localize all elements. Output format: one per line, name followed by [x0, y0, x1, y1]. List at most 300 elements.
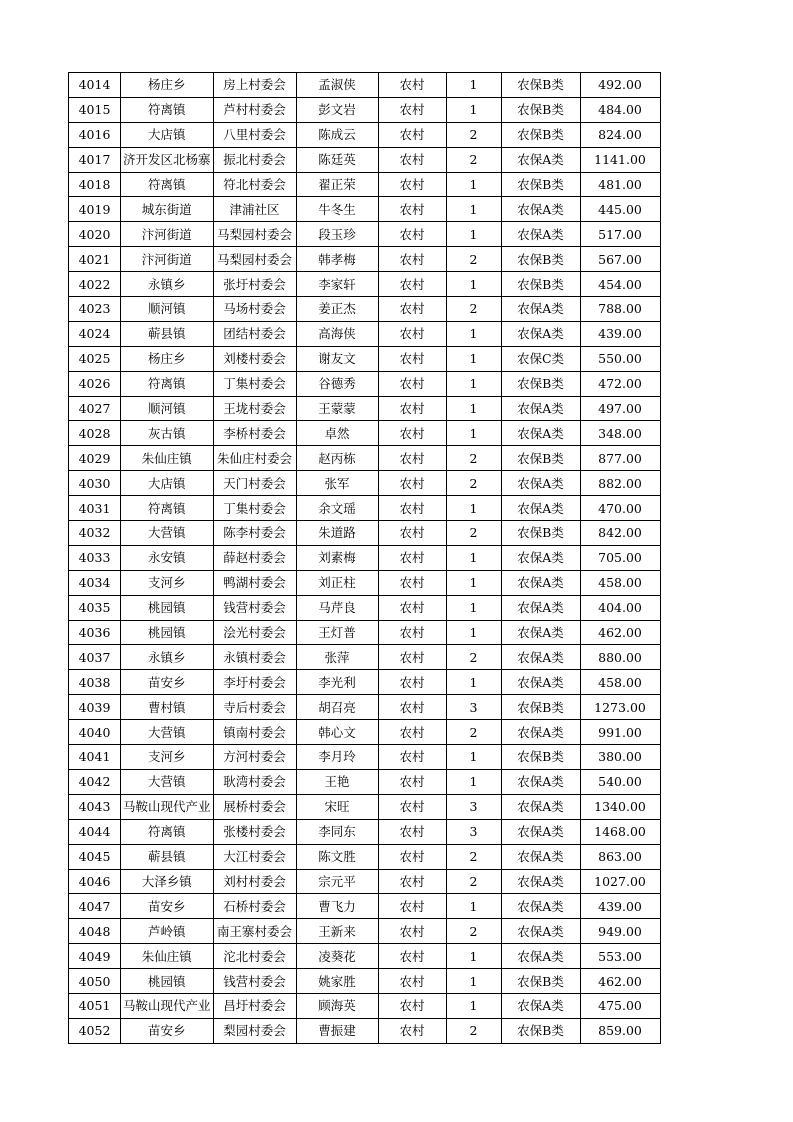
name-cell: 凌葵花 — [296, 944, 378, 969]
type-cell: 农村 — [378, 421, 446, 446]
name-cell: 谷德秀 — [296, 371, 378, 396]
name-cell: 韩心文 — [296, 720, 378, 745]
amount-cell: 882.00 — [580, 471, 660, 496]
count-cell: 1 — [446, 944, 501, 969]
type-cell: 农村 — [378, 97, 446, 122]
type-cell: 农村 — [378, 745, 446, 770]
name-cell: 王艳 — [296, 769, 378, 794]
category-cell: 农保A类 — [501, 919, 580, 944]
row-id-cell: 4041 — [69, 745, 121, 770]
type-cell: 农村 — [378, 272, 446, 297]
type-cell: 农村 — [378, 471, 446, 496]
village-cell: 钱营村委会 — [213, 969, 296, 994]
count-cell: 1 — [446, 894, 501, 919]
village-cell: 津浦社区 — [213, 197, 296, 222]
village-cell: 刘楼村委会 — [213, 346, 296, 371]
type-cell: 农村 — [378, 73, 446, 98]
table-row — [69, 944, 661, 969]
village-cell: 寺后村委会 — [213, 695, 296, 720]
type-cell: 农村 — [378, 570, 446, 595]
name-cell: 谢友文 — [296, 346, 378, 371]
row-id-cell: 4030 — [69, 471, 121, 496]
name-cell: 刘素梅 — [296, 545, 378, 570]
count-cell: 2 — [446, 1018, 501, 1043]
category-cell: 农保B类 — [501, 272, 580, 297]
category-cell: 农保B类 — [501, 172, 580, 197]
name-cell: 彭文岩 — [296, 97, 378, 122]
amount-cell: 458.00 — [580, 570, 660, 595]
type-cell: 农村 — [378, 1018, 446, 1043]
type-cell: 农村 — [378, 446, 446, 471]
amount-cell: 454.00 — [580, 272, 660, 297]
table-row — [69, 297, 661, 322]
village-cell: 天门村委会 — [213, 471, 296, 496]
category-cell: 农保B类 — [501, 521, 580, 546]
amount-cell: 462.00 — [580, 969, 660, 994]
town-cell: 济开发区北杨寨 — [121, 147, 214, 172]
table-row — [69, 794, 661, 819]
village-cell: 丁集村委会 — [213, 496, 296, 521]
type-cell: 农村 — [378, 695, 446, 720]
town-cell: 桃园镇 — [121, 620, 214, 645]
amount-cell: 1468.00 — [580, 819, 660, 844]
count-cell: 1 — [446, 620, 501, 645]
village-cell: 马梨园村委会 — [213, 222, 296, 247]
name-cell: 王灯普 — [296, 620, 378, 645]
village-cell: 朱仙庄村委会 — [213, 446, 296, 471]
amount-cell: 949.00 — [580, 919, 660, 944]
name-cell: 曹飞力 — [296, 894, 378, 919]
row-id-cell: 4021 — [69, 247, 121, 272]
count-cell: 1 — [446, 396, 501, 421]
count-cell: 2 — [446, 720, 501, 745]
amount-cell: 492.00 — [580, 73, 660, 98]
count-cell: 1 — [446, 371, 501, 396]
amount-cell: 567.00 — [580, 247, 660, 272]
type-cell: 农村 — [378, 545, 446, 570]
table-row — [69, 371, 661, 396]
amount-cell: 470.00 — [580, 496, 660, 521]
amount-cell: 497.00 — [580, 396, 660, 421]
name-cell: 李光利 — [296, 670, 378, 695]
town-cell: 苗安乡 — [121, 894, 214, 919]
town-cell: 永镇乡 — [121, 272, 214, 297]
table-row — [69, 346, 661, 371]
name-cell: 顾海英 — [296, 993, 378, 1018]
amount-cell: 1273.00 — [580, 695, 660, 720]
table-row — [69, 147, 661, 172]
row-id-cell: 4047 — [69, 894, 121, 919]
type-cell: 农村 — [378, 844, 446, 869]
name-cell: 张军 — [296, 471, 378, 496]
amount-cell: 348.00 — [580, 421, 660, 446]
type-cell: 农村 — [378, 993, 446, 1018]
town-cell: 桃园镇 — [121, 969, 214, 994]
table-row — [69, 97, 661, 122]
village-cell: 芦村村委会 — [213, 97, 296, 122]
type-cell: 农村 — [378, 670, 446, 695]
village-cell: 振北村委会 — [213, 147, 296, 172]
town-cell: 符离镇 — [121, 172, 214, 197]
row-id-cell: 4037 — [69, 645, 121, 670]
category-cell: 农保A类 — [501, 620, 580, 645]
table-row — [69, 545, 661, 570]
row-id-cell: 4028 — [69, 421, 121, 446]
amount-cell: 540.00 — [580, 769, 660, 794]
table-row — [69, 993, 661, 1018]
category-cell: 农保A类 — [501, 869, 580, 894]
row-id-cell: 4020 — [69, 222, 121, 247]
row-id-cell: 4015 — [69, 97, 121, 122]
amount-cell: 439.00 — [580, 321, 660, 346]
table-row — [69, 446, 661, 471]
type-cell: 农村 — [378, 122, 446, 147]
village-cell: 张楼村委会 — [213, 819, 296, 844]
village-cell: 马场村委会 — [213, 297, 296, 322]
table-row — [69, 570, 661, 595]
amount-cell: 880.00 — [580, 645, 660, 670]
count-cell: 1 — [446, 172, 501, 197]
category-cell: 农保A类 — [501, 222, 580, 247]
town-cell: 曹村镇 — [121, 695, 214, 720]
count-cell: 2 — [446, 919, 501, 944]
town-cell: 符离镇 — [121, 496, 214, 521]
table-row — [69, 396, 661, 421]
row-id-cell: 4040 — [69, 720, 121, 745]
village-cell: 符北村委会 — [213, 172, 296, 197]
amount-cell: 1027.00 — [580, 869, 660, 894]
name-cell: 王蒙蒙 — [296, 396, 378, 421]
village-cell: 钱营村委会 — [213, 595, 296, 620]
name-cell: 韩孝梅 — [296, 247, 378, 272]
table-row — [69, 720, 661, 745]
town-cell: 朱仙庄镇 — [121, 944, 214, 969]
table-body — [69, 73, 661, 1044]
category-cell: 农保A类 — [501, 396, 580, 421]
category-cell: 农保A类 — [501, 197, 580, 222]
count-cell: 1 — [446, 670, 501, 695]
category-cell: 农保A类 — [501, 894, 580, 919]
amount-cell: 877.00 — [580, 446, 660, 471]
town-cell: 桃园镇 — [121, 595, 214, 620]
name-cell: 李月玲 — [296, 745, 378, 770]
category-cell: 农保A类 — [501, 794, 580, 819]
category-cell: 农保A类 — [501, 297, 580, 322]
row-id-cell: 4018 — [69, 172, 121, 197]
type-cell: 农村 — [378, 969, 446, 994]
table-row — [69, 521, 661, 546]
town-cell: 苗安乡 — [121, 670, 214, 695]
name-cell: 牛冬生 — [296, 197, 378, 222]
row-id-cell: 4023 — [69, 297, 121, 322]
town-cell: 顺河镇 — [121, 396, 214, 421]
count-cell: 1 — [446, 321, 501, 346]
name-cell: 朱道路 — [296, 521, 378, 546]
count-cell: 1 — [446, 570, 501, 595]
category-cell: 农保B类 — [501, 695, 580, 720]
count-cell: 2 — [446, 247, 501, 272]
amount-cell: 380.00 — [580, 745, 660, 770]
row-id-cell: 4025 — [69, 346, 121, 371]
count-cell: 1 — [446, 73, 501, 98]
count-cell: 1 — [446, 496, 501, 521]
village-cell: 李桥村委会 — [213, 421, 296, 446]
row-id-cell: 4027 — [69, 396, 121, 421]
type-cell: 农村 — [378, 297, 446, 322]
count-cell: 3 — [446, 794, 501, 819]
village-cell: 沱北村委会 — [213, 944, 296, 969]
type-cell: 农村 — [378, 371, 446, 396]
town-cell: 城东街道 — [121, 197, 214, 222]
type-cell: 农村 — [378, 496, 446, 521]
amount-cell: 991.00 — [580, 720, 660, 745]
amount-cell: 1141.00 — [580, 147, 660, 172]
category-cell: 农保A类 — [501, 147, 580, 172]
category-cell: 农保B类 — [501, 97, 580, 122]
count-cell: 1 — [446, 545, 501, 570]
village-cell: 浍光村委会 — [213, 620, 296, 645]
count-cell: 2 — [446, 844, 501, 869]
village-cell: 镇南村委会 — [213, 720, 296, 745]
village-cell: 刘村村委会 — [213, 869, 296, 894]
category-cell: 农保A类 — [501, 645, 580, 670]
name-cell: 姜正杰 — [296, 297, 378, 322]
table-row — [69, 969, 661, 994]
row-id-cell: 4022 — [69, 272, 121, 297]
town-cell: 灰古镇 — [121, 421, 214, 446]
category-cell: 农保B类 — [501, 969, 580, 994]
count-cell: 2 — [446, 297, 501, 322]
village-cell: 张圩村委会 — [213, 272, 296, 297]
count-cell: 1 — [446, 346, 501, 371]
row-id-cell: 4045 — [69, 844, 121, 869]
row-id-cell: 4016 — [69, 122, 121, 147]
name-cell: 卓然 — [296, 421, 378, 446]
town-cell: 大营镇 — [121, 769, 214, 794]
town-cell: 芦岭镇 — [121, 919, 214, 944]
count-cell: 1 — [446, 595, 501, 620]
village-cell: 展桥村委会 — [213, 794, 296, 819]
village-cell: 陈李村委会 — [213, 521, 296, 546]
village-cell: 永镇村委会 — [213, 645, 296, 670]
type-cell: 农村 — [378, 346, 446, 371]
town-cell: 永镇乡 — [121, 645, 214, 670]
town-cell: 大店镇 — [121, 471, 214, 496]
count-cell: 1 — [446, 993, 501, 1018]
name-cell: 刘正柱 — [296, 570, 378, 595]
amount-cell: 553.00 — [580, 944, 660, 969]
village-cell: 鸭湖村委会 — [213, 570, 296, 595]
amount-cell: 458.00 — [580, 670, 660, 695]
count-cell: 2 — [446, 446, 501, 471]
table-row — [69, 894, 661, 919]
count-cell: 1 — [446, 769, 501, 794]
category-cell: 农保A类 — [501, 993, 580, 1018]
village-cell: 昌圩村委会 — [213, 993, 296, 1018]
type-cell: 农村 — [378, 595, 446, 620]
amount-cell: 1340.00 — [580, 794, 660, 819]
row-id-cell: 4033 — [69, 545, 121, 570]
category-cell: 农保A类 — [501, 819, 580, 844]
table-row — [69, 819, 661, 844]
category-cell: 农保A类 — [501, 844, 580, 869]
table-row — [69, 645, 661, 670]
village-cell: 王垅村委会 — [213, 396, 296, 421]
name-cell: 李同东 — [296, 819, 378, 844]
row-id-cell: 4051 — [69, 993, 121, 1018]
count-cell: 1 — [446, 97, 501, 122]
count-cell: 1 — [446, 969, 501, 994]
name-cell: 翟正荣 — [296, 172, 378, 197]
table-row — [69, 620, 661, 645]
table-row — [69, 272, 661, 297]
village-cell: 石桥村委会 — [213, 894, 296, 919]
count-cell: 1 — [446, 745, 501, 770]
count-cell: 2 — [446, 645, 501, 670]
count-cell: 2 — [446, 147, 501, 172]
village-cell: 耿湾村委会 — [213, 769, 296, 794]
amount-cell: 517.00 — [580, 222, 660, 247]
amount-cell: 788.00 — [580, 297, 660, 322]
table-row — [69, 421, 661, 446]
row-id-cell: 4032 — [69, 521, 121, 546]
category-cell: 农保A类 — [501, 595, 580, 620]
type-cell: 农村 — [378, 197, 446, 222]
row-id-cell: 4052 — [69, 1018, 121, 1043]
town-cell: 顺河镇 — [121, 297, 214, 322]
town-cell: 符离镇 — [121, 371, 214, 396]
category-cell: 农保A类 — [501, 545, 580, 570]
row-id-cell: 4036 — [69, 620, 121, 645]
type-cell: 农村 — [378, 645, 446, 670]
name-cell: 赵丙栋 — [296, 446, 378, 471]
row-id-cell: 4046 — [69, 869, 121, 894]
table-row — [69, 844, 661, 869]
type-cell: 农村 — [378, 720, 446, 745]
name-cell: 王新来 — [296, 919, 378, 944]
row-id-cell: 4048 — [69, 919, 121, 944]
name-cell: 胡召亮 — [296, 695, 378, 720]
count-cell: 2 — [446, 869, 501, 894]
row-id-cell: 4026 — [69, 371, 121, 396]
row-id-cell: 4029 — [69, 446, 121, 471]
category-cell: 农保A类 — [501, 720, 580, 745]
category-cell: 农保B类 — [501, 247, 580, 272]
category-cell: 农保B类 — [501, 446, 580, 471]
category-cell: 农保B类 — [501, 1018, 580, 1043]
row-id-cell: 4024 — [69, 321, 121, 346]
town-cell: 大泽乡镇 — [121, 869, 214, 894]
row-id-cell: 4039 — [69, 695, 121, 720]
type-cell: 农村 — [378, 944, 446, 969]
type-cell: 农村 — [378, 247, 446, 272]
amount-cell: 404.00 — [580, 595, 660, 620]
type-cell: 农村 — [378, 819, 446, 844]
table-row — [69, 247, 661, 272]
name-cell: 余文瑶 — [296, 496, 378, 521]
town-cell: 苗安乡 — [121, 1018, 214, 1043]
town-cell: 马鞍山现代产业 — [121, 794, 214, 819]
amount-cell: 445.00 — [580, 197, 660, 222]
type-cell: 农村 — [378, 919, 446, 944]
table-row — [69, 73, 661, 98]
amount-cell: 462.00 — [580, 620, 660, 645]
name-cell: 姚家胜 — [296, 969, 378, 994]
count-cell: 3 — [446, 819, 501, 844]
table-row — [69, 695, 661, 720]
village-cell: 梨园村委会 — [213, 1018, 296, 1043]
amount-cell: 481.00 — [580, 172, 660, 197]
name-cell: 高海侠 — [296, 321, 378, 346]
amount-cell: 863.00 — [580, 844, 660, 869]
name-cell: 李家轩 — [296, 272, 378, 297]
category-cell: 农保A类 — [501, 670, 580, 695]
category-cell: 农保B类 — [501, 122, 580, 147]
town-cell: 永安镇 — [121, 545, 214, 570]
category-cell: 农保A类 — [501, 570, 580, 595]
town-cell: 杨庄乡 — [121, 346, 214, 371]
row-id-cell: 4038 — [69, 670, 121, 695]
town-cell: 马鞍山现代产业 — [121, 993, 214, 1018]
category-cell: 农保A类 — [501, 471, 580, 496]
type-cell: 农村 — [378, 172, 446, 197]
amount-cell: 842.00 — [580, 521, 660, 546]
town-cell: 支河乡 — [121, 745, 214, 770]
row-id-cell: 4049 — [69, 944, 121, 969]
name-cell: 曹振建 — [296, 1018, 378, 1043]
name-cell: 张萍 — [296, 645, 378, 670]
category-cell: 农保C类 — [501, 346, 580, 371]
count-cell: 2 — [446, 521, 501, 546]
village-cell: 大江村委会 — [213, 844, 296, 869]
row-id-cell: 4017 — [69, 147, 121, 172]
category-cell: 农保A类 — [501, 769, 580, 794]
table-row — [69, 496, 661, 521]
count-cell: 3 — [446, 695, 501, 720]
count-cell: 1 — [446, 222, 501, 247]
table-row — [69, 197, 661, 222]
town-cell: 汴河街道 — [121, 222, 214, 247]
type-cell: 农村 — [378, 869, 446, 894]
name-cell: 宗元平 — [296, 869, 378, 894]
village-cell: 薛赵村委会 — [213, 545, 296, 570]
town-cell: 大店镇 — [121, 122, 214, 147]
name-cell: 马芹良 — [296, 595, 378, 620]
row-id-cell: 4044 — [69, 819, 121, 844]
row-id-cell: 4050 — [69, 969, 121, 994]
town-cell: 蕲县镇 — [121, 844, 214, 869]
town-cell: 汴河街道 — [121, 247, 214, 272]
category-cell: 农保B类 — [501, 371, 580, 396]
table-row — [69, 321, 661, 346]
count-cell: 2 — [446, 471, 501, 496]
table-row — [69, 471, 661, 496]
town-cell: 符离镇 — [121, 819, 214, 844]
type-cell: 农村 — [378, 521, 446, 546]
table-row — [69, 222, 661, 247]
category-cell: 农保B类 — [501, 73, 580, 98]
village-cell: 李圩村委会 — [213, 670, 296, 695]
table-row — [69, 172, 661, 197]
row-id-cell: 4014 — [69, 73, 121, 98]
type-cell: 农村 — [378, 894, 446, 919]
name-cell: 陈廷英 — [296, 147, 378, 172]
count-cell: 1 — [446, 197, 501, 222]
amount-cell: 475.00 — [580, 993, 660, 1018]
town-cell: 朱仙庄镇 — [121, 446, 214, 471]
count-cell: 1 — [446, 272, 501, 297]
village-cell: 丁集村委会 — [213, 371, 296, 396]
